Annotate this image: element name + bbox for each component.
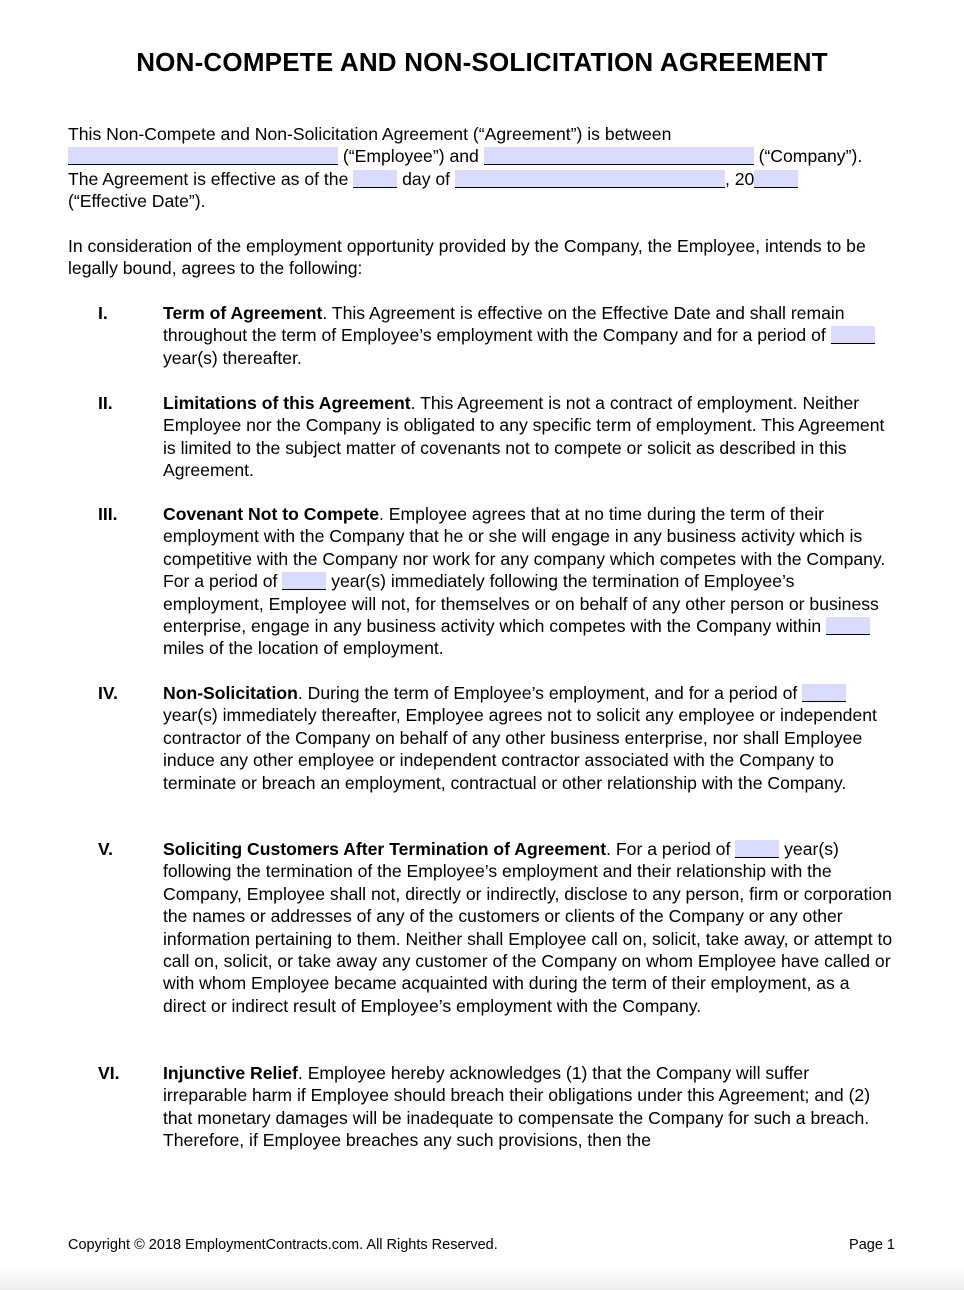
section-number: IV. bbox=[98, 683, 118, 703]
page-number: Page 1 bbox=[849, 1237, 895, 1253]
copyright-footer: Copyright © 2018 EmploymentContracts.com. All Rights Reserved. bbox=[68, 1237, 498, 1253]
effective-date-label: (“Effective Date”). bbox=[68, 191, 206, 211]
section-text: . Employee agrees that at no time during the term of their employment with the Company that he or she will engage in any business activity which is competitive with the Company nor work for any company which competes with the Company. For a period of bbox=[163, 504, 886, 592]
effective-day-field[interactable] bbox=[353, 170, 397, 188]
section-body bbox=[163, 682, 897, 794]
section-body bbox=[163, 302, 897, 369]
intro-line-1: This Non-Compete and Non-Solicitation Agreement (“Agreement”) is between bbox=[68, 124, 672, 144]
employee-name-field[interactable] bbox=[68, 147, 338, 165]
section-body bbox=[163, 392, 897, 482]
document-title: NON-COMPETE AND NON-SOLICITATION AGREEMENT bbox=[136, 47, 828, 77]
effective-year-field[interactable] bbox=[754, 170, 798, 188]
section-text: . During the term of Employee’s employment, and for a period of bbox=[297, 683, 803, 703]
intro-line-3 bbox=[68, 168, 798, 190]
section-text: . This Agreement is not a contract of employment. Neither Employee nor the Company is obligated to any specific term of employment. This Agreement is limited to the subject matter of covenants not to compete or solicit as described in this Agreement. bbox=[163, 393, 885, 481]
employee-label: (“Employee”) and bbox=[342, 146, 479, 166]
section-body bbox=[163, 503, 897, 660]
section-number: VI. bbox=[98, 1063, 120, 1083]
non-compete-years-field[interactable] bbox=[282, 572, 326, 590]
section-number: V. bbox=[98, 839, 114, 859]
customer-years-field[interactable] bbox=[735, 840, 779, 858]
term-years-field[interactable] bbox=[831, 326, 875, 344]
section-heading: Non-Solicitation bbox=[163, 683, 298, 703]
section-heading: Limitations of this Agreement bbox=[163, 393, 411, 413]
section-heading: Injunctive Relief bbox=[163, 1063, 298, 1083]
year-prefix: , 20 bbox=[724, 169, 755, 189]
consideration-paragraph: In consideration of the employment opportunity provided by the Company, the Employee, intends to be legally bound, agrees to the following: bbox=[68, 236, 866, 279]
section-number: I. bbox=[98, 303, 108, 323]
section-body bbox=[163, 838, 897, 1017]
non-compete-miles-field[interactable] bbox=[826, 617, 870, 635]
section-heading: Covenant Not to Compete bbox=[163, 504, 380, 524]
section-text: . This Agreement is effective on the Effective Date and shall remain throughout the term of Employee’s employment with the Company and for a period of bbox=[163, 303, 845, 346]
section-text: year(s) immediately thereafter, Employee agrees not to solicit any employee or independent contractor of the Company on behalf of any other business enterprise, nor shall Employee induce any other employee or independent contractor associated with the Company to terminate or breach an employment, contractual or other relationship with the Company. bbox=[163, 705, 877, 793]
company-label: (“Company”). bbox=[758, 146, 863, 166]
section-number: II. bbox=[98, 393, 113, 413]
section-text: . For a period of bbox=[606, 839, 736, 859]
section-text: year(s) following the termination of the Employee’s employment and their relationship with the Company, Employee shall not, directly or indirectly, disclose to any person, firm or corporation the names or addresses of any of the customers or clients of the Company or any other information pertaining to them. Neither shall Employee call on, solicit, take away, or attempt to call on, solicit, or take away any customer of the Company on whom Employee have called or with whom Employee became acquainted with during the term of their employment, as a direct or indirect result of Employee’s employment with the Company. bbox=[163, 839, 893, 1016]
intro-line-2 bbox=[68, 145, 862, 167]
section-text: miles of the location of employment. bbox=[163, 638, 444, 659]
day-of-label: day of bbox=[402, 169, 451, 189]
company-name-field[interactable] bbox=[484, 147, 754, 165]
effective-prefix: The Agreement is effective as of the bbox=[68, 169, 349, 189]
section-text: year(s) immediately following the termination of Employee’s employment, Employee will not, for themselves or on behalf of any other person or business enterprise, engage in any business activity which competes with the Company within bbox=[163, 571, 879, 637]
section-text: year(s) thereafter. bbox=[163, 347, 302, 368]
section-heading: Term of Agreement bbox=[163, 303, 323, 323]
section-body bbox=[163, 1062, 897, 1152]
section-number: III. bbox=[98, 504, 118, 524]
non-solicitation-years-field[interactable] bbox=[802, 684, 846, 702]
effective-month-field[interactable] bbox=[455, 170, 725, 188]
section-text: . Employee hereby acknowledges (1) that the Company will suffer irreparable harm if Employee should breach their obligations under this Agreement; and (2) that monetary damages will be inadequate to compensate the Company for such a breach. Therefore, if Employee breaches any such provisions, then the bbox=[163, 1063, 871, 1151]
section-heading: Soliciting Customers After Termination of Agreement bbox=[163, 839, 607, 859]
page-bottom-shadow bbox=[0, 1268, 964, 1290]
